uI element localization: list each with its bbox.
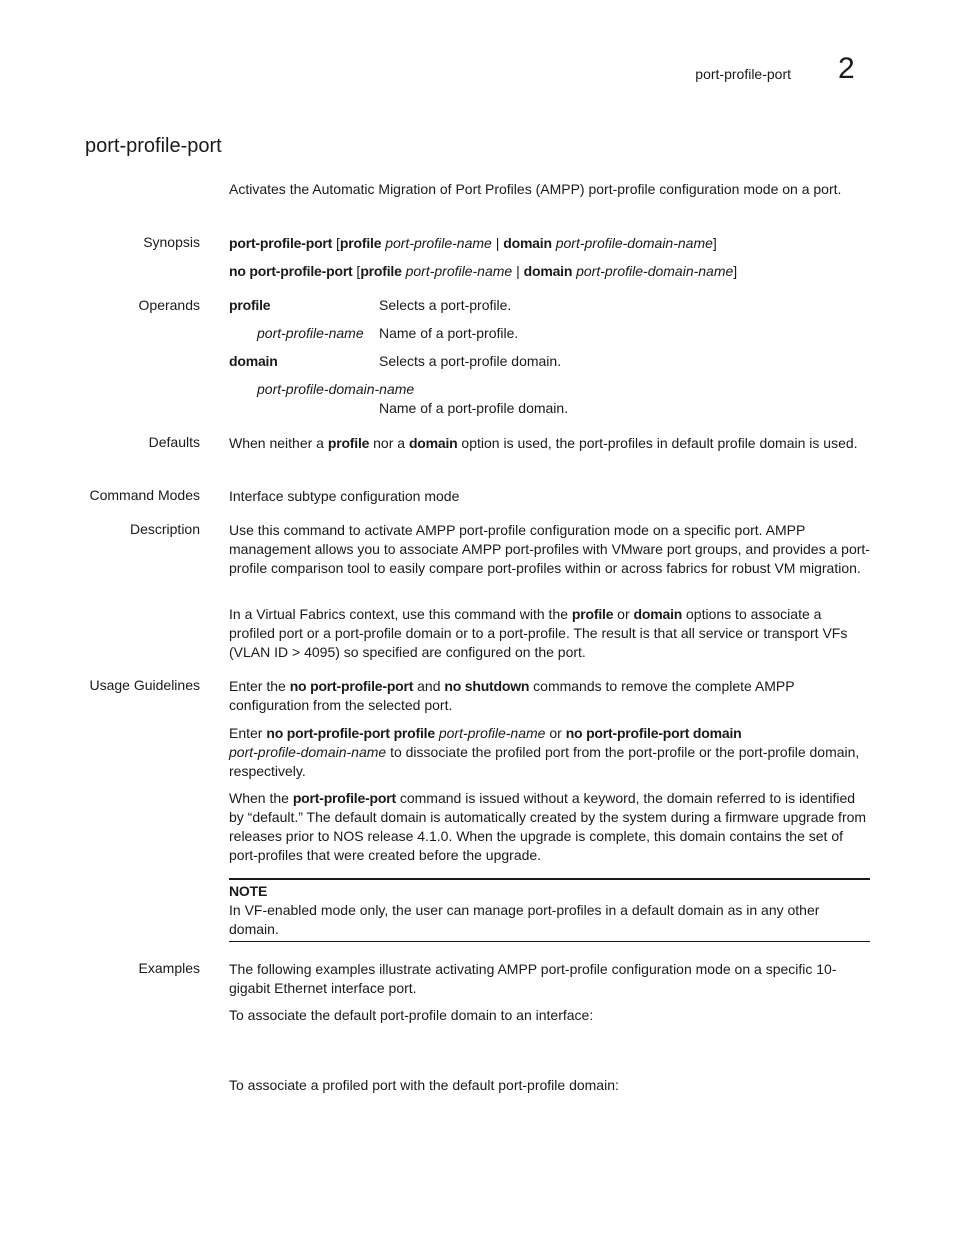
synopsis-line-1: port-profile-port [profile port-profile-name | domain port-profile-domain-name] [229,235,717,251]
operand-desc-port-profile-domain-name: Name of a port-profile domain. [379,400,569,416]
command-modes-text: Interface subtype configuration mode [229,488,460,504]
description-paragraph-1: Use this command to activate AMPP port-profile configuration mode on a specific port. AMPP management allows you to associate AMPP port-profiles with VMware port groups, and provides a port-profile comparison tool to easily compare port-profiles within or across fabrics for robust VM migration. [229,522,870,576]
note-text: In VF-enabled mode only, the user can manage port-profiles in a default domain as in any other domain. [229,902,820,937]
page-title: port-profile-port [85,135,222,157]
note-bottom-rule [229,941,870,942]
examples-paragraph-1: The following examples illustrate activating AMPP port-profile configuration mode on a specific 10-gigabit Ethernet interface port. [229,961,837,996]
note-block [229,882,870,939]
examples-label: Examples [138,960,200,976]
defaults-label: Defaults [148,434,200,450]
note-top-rule [229,878,870,880]
operand-term-domain: domain [229,353,278,369]
operand-term-port-profile-name: port-profile-name [257,325,364,341]
operand-desc-profile: Selects a port-profile. [379,297,512,313]
defaults-paragraph: When neither a profile nor a domain option is used, the port-profiles in default profile domain is used. [229,435,858,451]
description-label: Description [129,521,200,537]
synopsis-line-2: no port-profile-port [profile port-profile-name | domain port-profile-domain-name] [229,263,738,279]
note-heading: NOTE [229,883,268,899]
examples-paragraph-2: To associate the default port-profile domain to an interface: [229,1007,594,1023]
description-paragraph-2: In a Virtual Fabrics context, use this command with the profile or domain options to associate a profiled port or a port-profile domain or to a port-profile. The result is that all service or transport VFs (VLAN ID > 4095) so specified are configured on the port. [229,606,848,660]
operand-term-profile: profile [229,297,271,313]
intro-paragraph: Activates the Automatic Migration of Port Profiles (AMPP) port-profile configuration mode on a port. [229,181,842,197]
examples-paragraph-3: To associate a profiled port with the default port-profile domain: [229,1077,619,1093]
operand-desc-port-profile-name: Name of a port-profile. [379,325,519,341]
running-header-title: port-profile-port [695,66,791,82]
usage-paragraph-3: When the port-profile-port command is issued without a keyword, the domain referred to is identified by “default.” The default domain is automatically created by the system during a firmware upgrade from releases prior to NOS release 4.1.0. When the upgrade is complete, this domain contains the set of port-profiles that were created before the upgrade. [229,790,867,863]
chapter-number: 2 [838,52,855,85]
usage-guidelines-label: Usage Guidelines [89,677,200,693]
operands-label: Operands [138,297,200,313]
synopsis-label: Synopsis [143,234,200,250]
operand-term-port-profile-domain-name: port-profile-domain-name [257,381,415,397]
usage-paragraph-1: Enter the no port-profile-port and no shutdown commands to remove the complete AMPP configuration from the selected port. [229,678,795,713]
usage-paragraph-2: Enter no port-profile-port profile port-profile-name or no port-profile-port domain port-profile-domain-name to dissociate the profiled port from the port-profile or the port-profile domain, respectively. [229,725,860,779]
operand-desc-domain: Selects a port-profile domain. [379,353,562,369]
command-modes-label: Command Modes [89,487,200,503]
